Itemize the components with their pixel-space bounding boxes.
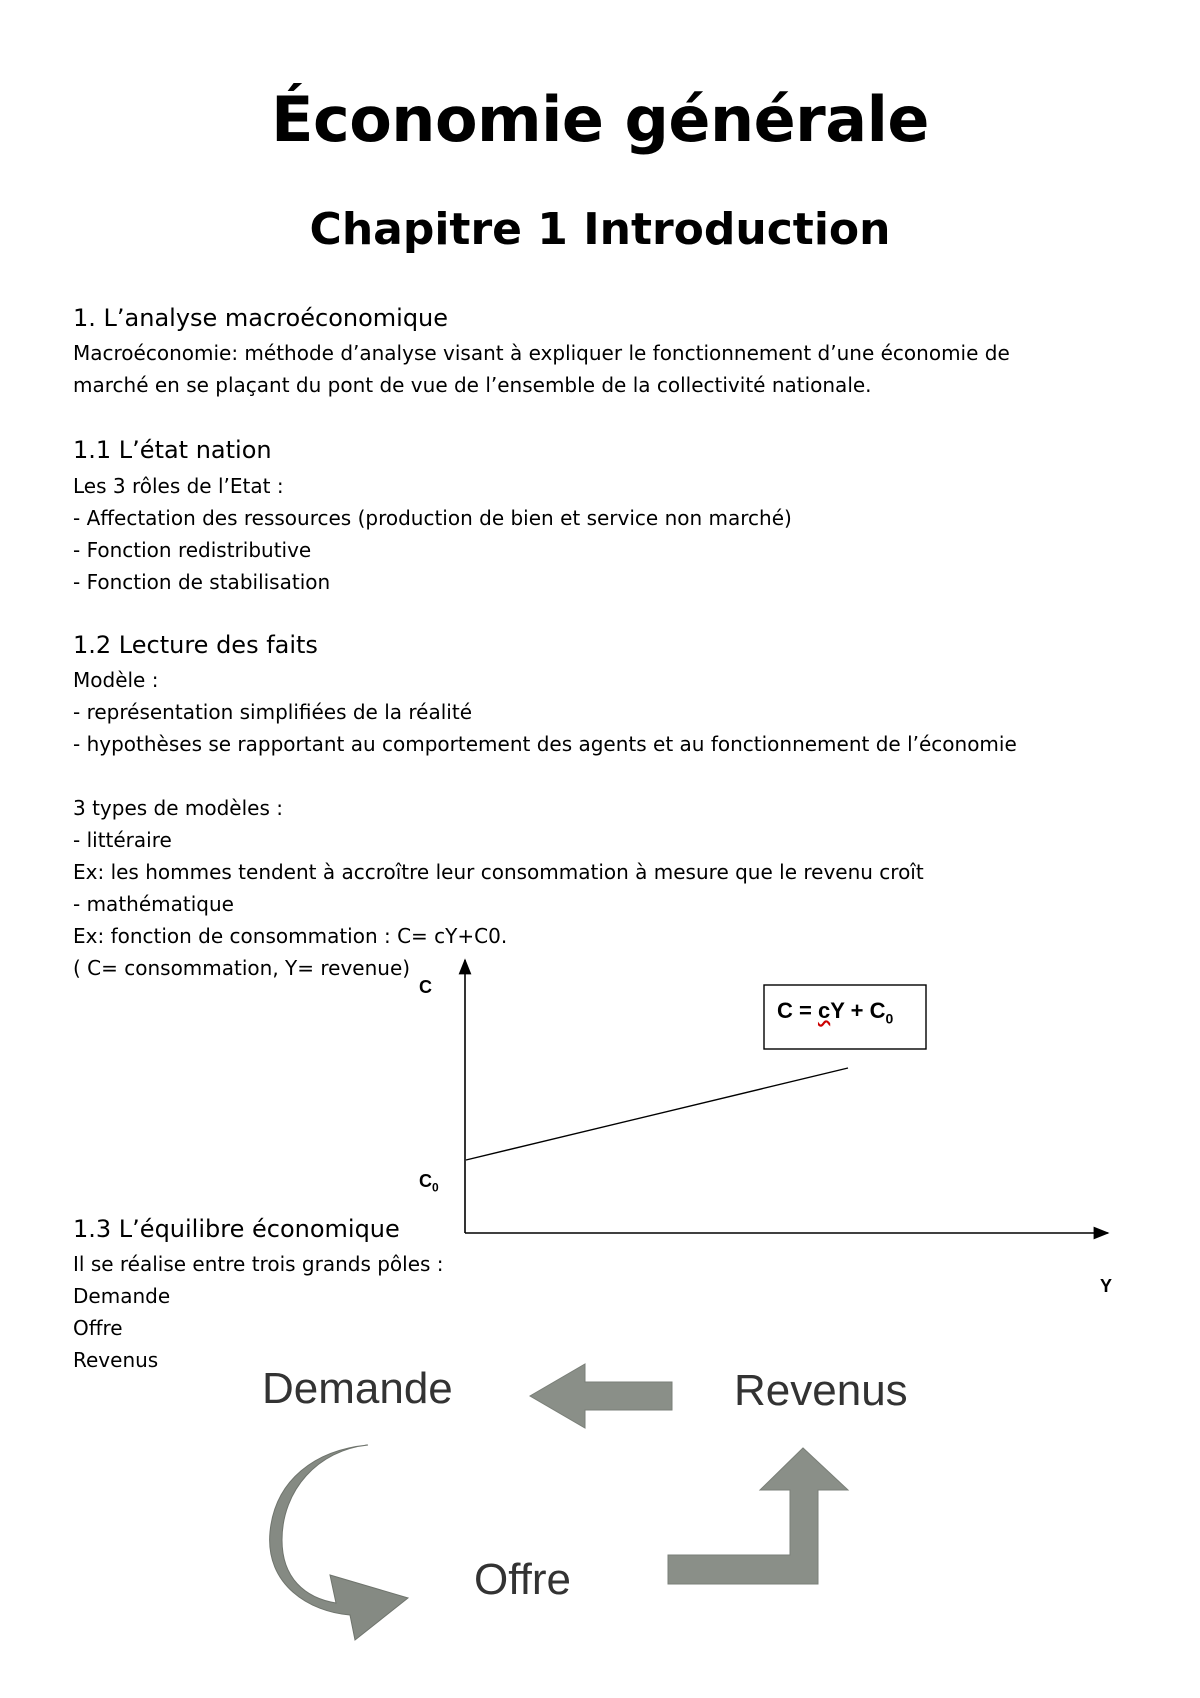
list-item: - hypothèses se rapportant au comportement des agents et au fonctionnement de l’économie — [73, 732, 1017, 756]
list-item: - Affectation des ressources (production de bien et service non marché) — [73, 506, 792, 530]
document-title: Économie générale — [271, 83, 929, 156]
section-1-3-heading: 1.3 L’équilibre économique — [73, 1215, 400, 1243]
section-1-1-intro: Les 3 rôles de l’Etat : — [73, 474, 284, 498]
section-1-1-heading: 1.1 L’état nation — [73, 436, 272, 464]
formula-label: C = cY + $C_0$ — [777, 998, 894, 1027]
list-item: Revenus — [73, 1348, 159, 1372]
list-item: - représentation simplifiées de la réalité — [73, 700, 472, 724]
section-1-2-intro: Modèle : — [73, 668, 159, 692]
list-item: Offre — [73, 1316, 123, 1340]
intercept-label: $C_0$ — [419, 1171, 439, 1195]
cycle-offre-label: Offre — [474, 1555, 572, 1604]
list-item: Demande — [73, 1284, 171, 1308]
list-item: - littéraire — [73, 828, 172, 852]
cycle-revenus-label: Revenus — [734, 1366, 908, 1415]
list-item: Ex: les hommes tendent à accroître leur consommation à mesure que le revenu croît — [73, 860, 924, 884]
section-1-line-1: Macroéconomie: méthode d’analyse visant à expliquer le fonctionnement d’une économie de — [73, 341, 1010, 365]
cycle-demande-label: Demande — [262, 1364, 453, 1413]
curved-arrow-icon — [270, 1445, 408, 1640]
y-axis-label: C — [419, 977, 432, 997]
section-1-2-heading: 1.2 Lecture des faits — [73, 631, 318, 659]
section-1-line-2: marché en se plaçant du pont de vue de l’ensemble de la collectivité nationale. — [73, 373, 872, 397]
elbow-arrow-icon — [668, 1448, 848, 1584]
list-item: - Fonction redistributive — [73, 538, 312, 562]
section-1-heading: 1. L’analyse macroéconomique — [73, 304, 449, 332]
chapter-title: Chapitre 1 Introduction — [309, 204, 891, 255]
x-axis-label: Y — [1100, 1276, 1113, 1296]
model-types-intro: 3 types de modèles : — [73, 796, 283, 820]
list-item: ( C= consommation, Y= revenue) — [73, 956, 411, 980]
section-1-3-intro: Il se réalise entre trois grands pôles : — [73, 1252, 444, 1276]
list-item: - Fonction de stabilisation — [73, 570, 331, 594]
list-item: Ex: fonction de consommation : C= cY+C0. — [73, 924, 508, 948]
list-item: - mathématique — [73, 892, 234, 916]
left-arrow-icon — [530, 1364, 672, 1428]
